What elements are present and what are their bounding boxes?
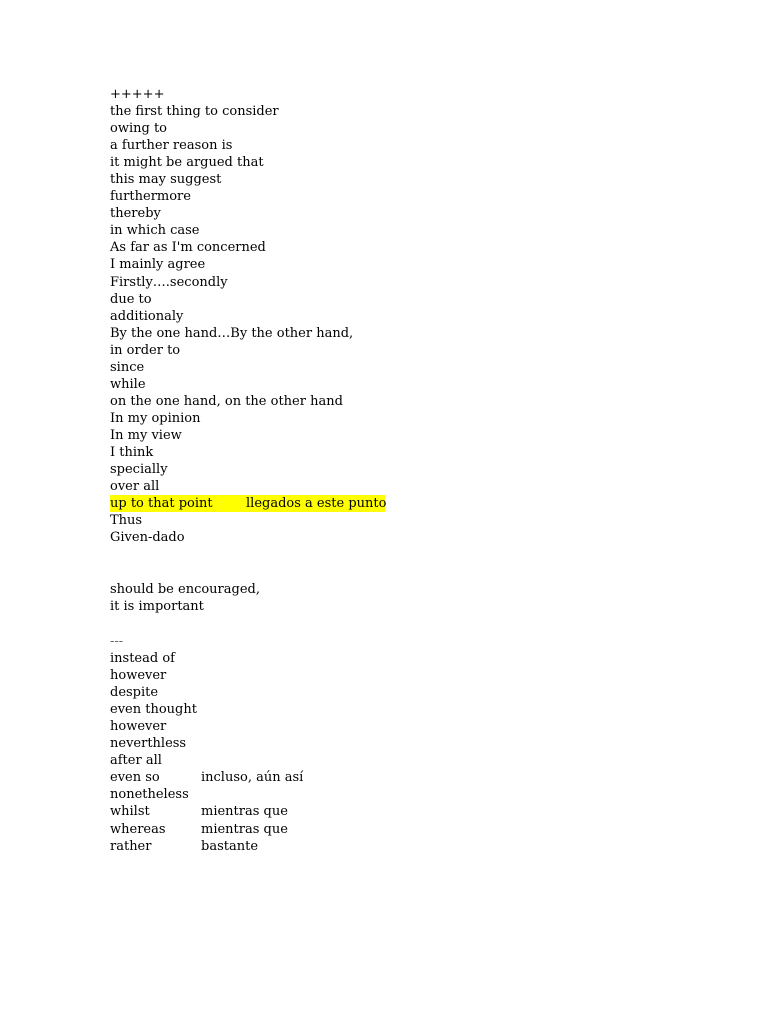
phrase: however	[110, 719, 167, 735]
list-item	[110, 684, 197, 701]
list-item: this may suggest	[110, 172, 222, 188]
phrases-list	[110, 581, 260, 615]
list-item: Given-dado	[110, 530, 185, 546]
list-item: owing to	[110, 121, 167, 137]
phrase: whereas	[110, 821, 166, 837]
list-item: Firstly….secondly	[110, 274, 228, 290]
list-item: +++++	[110, 87, 165, 102]
list-item: on the one hand, on the other hand	[110, 393, 343, 409]
list-item: I think	[110, 444, 154, 460]
highlighted-phrase: up to that point	[110, 496, 213, 512]
list-item: In my opinion	[110, 410, 201, 426]
list-item	[110, 735, 197, 752]
list-item	[110, 752, 197, 769]
phrase: rather	[110, 838, 152, 854]
phrase: nonetheless	[110, 787, 189, 803]
list-item	[110, 701, 197, 718]
list-item: since	[110, 359, 145, 375]
list-item: due to	[110, 291, 152, 307]
highlight-mark	[110, 495, 385, 512]
list-item: the first thing to consider	[110, 104, 279, 120]
highlighted-line	[110, 495, 385, 512]
list-item: while	[110, 376, 146, 392]
list-item: additionaly	[110, 308, 184, 324]
list-item: over all	[110, 479, 160, 495]
list-item: I mainly agree	[110, 257, 206, 273]
list-item	[110, 786, 197, 803]
phrase: neverthless	[110, 736, 187, 752]
translation: mientras que	[201, 804, 288, 820]
list-item	[110, 803, 288, 820]
list-item	[110, 838, 259, 855]
list-item: in order to	[110, 342, 181, 358]
phrase: however	[110, 668, 167, 684]
connectors-list	[110, 86, 385, 546]
list-item: thereby	[110, 206, 161, 222]
list-item: As far as I'm concerned	[110, 240, 266, 256]
list-item	[110, 718, 197, 735]
list-item: furthermore	[110, 189, 191, 205]
list-item: In my view	[110, 427, 182, 443]
phrase: after all	[110, 753, 162, 769]
highlighted-translation: llegados a este punto	[246, 496, 387, 512]
list-item: By the one hand…By the other hand,	[110, 325, 354, 341]
list-item: specially	[110, 462, 168, 478]
list-item: Thus	[110, 513, 143, 529]
phrase: even so	[110, 770, 160, 786]
phrase: even thought	[110, 702, 197, 718]
list-item: it is important	[110, 599, 204, 615]
translation: incluso, aún así	[201, 770, 304, 786]
phrase: despite	[110, 685, 159, 701]
list-item: should be encouraged,	[110, 582, 260, 597]
list-item	[110, 650, 197, 667]
separator: ---	[110, 634, 124, 649]
list-item: a further reason is	[110, 138, 233, 154]
phrase: whilst	[110, 804, 150, 820]
translation: bastante	[201, 838, 259, 854]
list-item	[110, 667, 197, 684]
list-item: it might be argued that	[110, 155, 264, 171]
list-item: in which case	[110, 223, 200, 239]
list-item	[110, 769, 304, 786]
contrast-connectors-list	[110, 633, 304, 855]
phrase: instead of	[110, 651, 175, 667]
list-item	[110, 821, 288, 838]
translation: mientras que	[201, 821, 288, 837]
